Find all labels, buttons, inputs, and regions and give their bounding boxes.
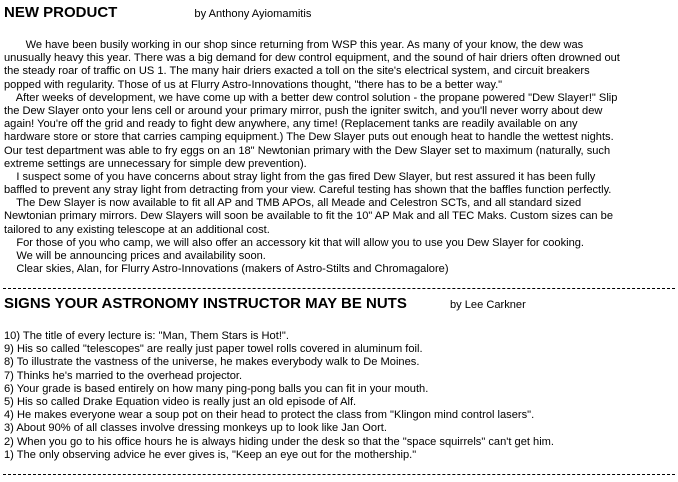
article2-header (4, 295, 526, 312)
list-item: 6) Your grade is based entirely on how many ping-pong balls you can fit in your mouth. (4, 382, 429, 395)
article2-title: SIGNS YOUR ASTRONOMY INSTRUCTOR MAY BE NUTS (4, 295, 407, 312)
article2-byline: by Lee Carkner (449, 299, 526, 311)
article1-line: again! You're off the grid and ready to fight dew anywhere, any time! (Replacement tanks are readily available on any (4, 118, 578, 131)
list-item: 1) The only observing advice he ever gives is, "Keep an eye out for the mothership." (4, 448, 417, 461)
article1-line: Our test department was able to fry eggs on an 18" Newtonian primary with the Dew Slayer set to maximum (naturally, such (4, 144, 611, 157)
article1-title: NEW PRODUCT (4, 4, 118, 21)
list-item: 10) The title of every lecture is: "Man, Them Stars is Hot!". (4, 330, 289, 342)
article1-line: unusually heavy this year. There was a big demand for dew control equipment, and the sound of hair driers often drowned out (4, 52, 620, 65)
article1-line: Newtonian primary mirrors. Dew Slayers will soon be available to fit the 10" AP Mak and all TEC Maks. Custom sizes can be (4, 210, 614, 223)
article1-line: For those of you who camp, we will also offer an accessory kit that will allow you to use you Dew Slayer for cooking. (4, 236, 585, 249)
article1-line: hardware store or store that carries camping equipment.) The Dew Slayer puts out enough heat to handle the wettest nights. (4, 131, 614, 144)
article1-line: the steady roar of traffic on US 1. The many hair driers exacted a toll on the site's electrical system, and circuit breakers (4, 65, 590, 78)
article1-line: extreme settings are unnecessary for simple dew prevention). (4, 157, 307, 170)
article2-list (4, 330, 676, 462)
article1-header (4, 4, 311, 21)
article1-line: We will be announcing prices and availability soon. (4, 250, 266, 262)
list-item: 4) He makes everyone wear a soup pot on their head to protect the class from "Klingon mind control lasers". (4, 409, 535, 422)
article1-line: The Dew Slayer is now available to fit all AP and TMB APOs, all Meade and Celestron SCTs, and all standard sized (4, 197, 582, 210)
list-item: 5) His so called Drake Equation video is really just an old episode of Alf. (4, 395, 357, 408)
list-item: 2) When you go to his office hours he is always hiding under the desk so that the "space squirrels" can't get him. (4, 435, 554, 448)
list-item: 3) About 90% of all classes involve dressing monkeys up to look like Jan Oort. (4, 422, 387, 435)
article1-line: the Dew Slayer onto your lens cell or around your primary mirror, push the igniter switch, and you'll never worry about dew (4, 104, 603, 117)
list-item: 7) Thinks he's married to the overhead projector. (4, 369, 243, 382)
article1-byline: by Anthony Ayiomamitis (194, 8, 312, 20)
article1-line: I suspect some of you have concerns about stray light from the gas fired Dew Slayer, but rest assured it has been fully (4, 170, 596, 183)
article1-line: After weeks of development, we have come up with a better dew control solution - the propane powered "Dew Slayer!" Slip (4, 91, 618, 104)
article1-line: We have been busily working in our shop since returning from WSP this year. As many of your know, the dew was (4, 39, 584, 51)
list-item: 9) His so called "telescopes" are really just paper towel rolls covered in aluminum foil. (4, 343, 423, 356)
list-item: 8) To illustrate the vastness of the universe, he makes everybody walk to De Moines. (4, 356, 420, 369)
section-divider (3, 474, 675, 475)
article1-line: popped with regularity. Those of us at Flurry Astro-Innovations thought, "there has to be a better way." (4, 78, 503, 91)
article1-line: Clear skies, Alan, for Flurry Astro-Innovations (makers of Astro-Stilts and Chromagalore) (4, 263, 449, 276)
article1-line: tailored to any existing telescope at an additional cost. (4, 223, 270, 236)
section-divider (3, 288, 675, 289)
article1-body (4, 39, 676, 276)
article1-line: baffled to prevent any stray light from detracting from your view. Careful testing has shown that the baffles function perfectly. (4, 184, 612, 197)
